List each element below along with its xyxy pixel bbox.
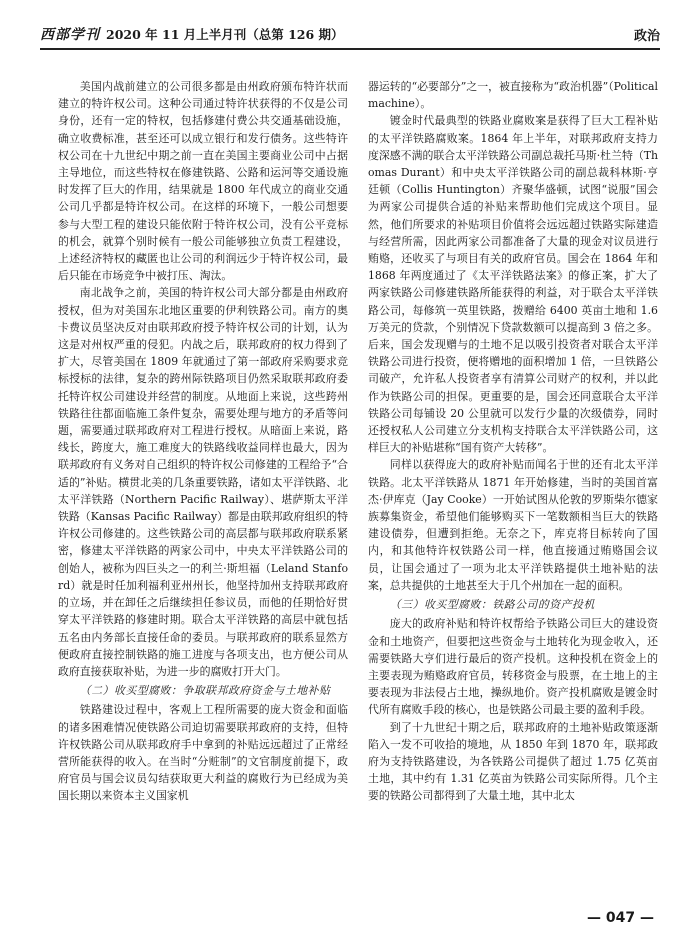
page-header [40, 20, 660, 50]
paragraph: 到了十九世纪十期之后，联邦政府的土地补贴政策逐渐陷入一发不可收拾的境地，从 1850 年到 1870 年，联邦政府为支持铁路建设，为各铁路公司提供了超过 1.75 亿英亩土地，其中约有 1.31 亿英亩为铁路公司实际所得。几个主要的铁路公司都得到了大量土地，其中北太 [368, 720, 658, 803]
right-column [368, 78, 658, 890]
paragraph: 同样以获得庞大的政府补贴而闻名于世的还有北太平洋铁路。北太平洋铁路从 1871 年开始修建，当时的美国首富杰·伊库克（Jay Cooke）一开始试图从伦敦的罗斯柴尔德家族募集资金，希望他们能够购买下一笔数额相当巨大的铁路建设债券，但遭到拒绝。无奈之下，库克将目标转向了国内，和其他特许权铁路公司一样，他直接通过贿赂国会议员，让国会通过了一项为北太平洋铁路提供土地补贴的法案，总共提供的土地甚至大于几个州加在一起的面积。 [368, 458, 658, 592]
paragraph: 南北战争之前，美国的特许权公司大部分都是由州政府授权，但为对美国东北地区重要的伊利铁路公司。南方的奥卡费议员坚决反对由联邦政府授予特许权公司的计划，认为这是对州权严重的侵犯。内战之后，联邦政府的权力得到了扩大，尽管美国在 1809 年就通过了第一部政府采购要求竞标授标的法律，复杂的跨州际铁路项目仍然采取联邦政府委托特许权公司建设并经营的制度。从地面上来说，这些跨州铁路往往都面临施工条件复杂，需要处理与地方的矛盾等问题，需要通过联邦政府对工程进行授权。从暗面上来说，路线长，跨度大，施工难度大的铁路线收益同样也最大，因为联邦政府有义务对自己组织的特许权公司修建的工程给予“合适的”补贴。横贯北美的几条重要铁路，诸如太平洋铁路、北太平洋铁路（Northern Pacific Railway）、堪萨斯太平洋铁路（Kansas Pacific Railway）都是由联邦政府组织的特许权公司修建的。这些铁路公司的高层都与联邦政府联系紧密，修建太平洋铁路的两家公司中，中央太平洋铁路公司的创始人，被称为四巨头之一的利兰·斯坦福（Leland Stanford）就是时任加利福利亚州州长，他坚持加州支持联邦政府的立场，并在卸任之后继续担任参议员，而他的任期恰好贯穿太平洋铁路的修建时期。联合太平洋铁路的高层中就包括五名由内务部长直接任命的委员。与联邦政府的联系显然方便政府直接控制铁路的施工进度与各项支出，也方便公司从政府直接获取补贴，为进一步的腐败打开大门。 [58, 286, 348, 678]
paragraph: 庞大的政府补贴和特许权帮给予铁路公司巨大的建设资金和土地资产，但要把这些资金与土地转化为现金收入，还需要铁路大亨们进行最后的资产投机。这种投机在资金上的主要表现为贿赂政府官员，转移资金与股票，在土地上的主要表现为非法侵占土地，操纵地价。资产投机腐败是镀金时代所有腐败手段的核心，也是铁路公司最主要的盈利手段。 [368, 617, 658, 717]
paragraph: 器运转的“必要部分”之一，被直接称为“政治机器”（Political machine）。 [368, 80, 658, 111]
section-heading: （三）收买型腐败：铁路公司的资产投机 [389, 598, 595, 612]
article-body [58, 78, 658, 890]
paragraph: 铁路建设过程中，客观上工程所需要的庞大资金和面临的诸多困难情况使铁路公司迫切需要联邦政府的支持，但特许权铁路公司从联邦政府手中拿到的补贴远远超过了正常经营所能获得的收入。在当时“分赃制”的文官制度前提下，政府官员与国会议员勾结获取更大利益的腐败行为已经成为美国长期以来资本主义国家机 [58, 703, 348, 803]
left-column [58, 78, 348, 890]
header-left [40, 24, 344, 44]
paragraph: 美国内战前建立的公司很多都是由州政府颁布特许状而建立的特许权公司。这种公司通过特许状获得的不仅是公司身份，还有一定的特权，包括修建付费公共交通基础设施，确立收费标准，甚至还可以成立银行和发行债务。这些特许权公司在十九世纪中期之前一直在美国主要商业公司中占据主导地位，而这些特权在修建铁路、公路和运河等交通设施时发挥了巨大的作用，结果就是 1800 年代成立的商业交通公司几乎都是特许权公司。在这样的环境下，一般公司想要参与大型工程的建设只能依附于特许权公司，没有公平竞标的机会，就算个别时候有一般公司能够独立负责工程建设，上述经济特权的藏匿也让公司的利润远少于特许权公司，最后只能在市场竞争中被打压、淘汰。 [58, 80, 348, 283]
journal-title: 西部学刊 [40, 27, 100, 43]
page-number: — 047 — [587, 910, 654, 926]
issue-info: 2020 年 11 月上半月刊（总第 126 期） [106, 27, 344, 42]
section-label: 政治 [633, 29, 660, 44]
paragraph: 镀金时代最典型的铁路业腐败案是获得了巨大工程补贴的太平洋铁路腐败案。1864 年上半年，对联邦政府支持力度深感不满的联合太平洋铁路公司副总裁托马斯·杜兰特（Thomas Durant）和中央太平洋铁路公司的副总裁科林斯·亨廷顿（Collis Huntington）齐聚华盛顿，试图“说服”国会为两家公司提供合适的补贴来帮助他们完成这个项目。显然，他们所要求的补贴项目价值将会远远超过铁路实际建造与经营所需，因此两家公司都准备了大量的现金对议员进行贿赂，还收买了与项目有关的政府官员。国会在 1864 年和 1868 年两度通过了《太平洋铁路法案》的修正案，扩大了两家铁路公司修建铁路所能获得的利益，对于联合太平洋铁路公司，每修筑一英里铁路，拨赠给 6400 英亩土地和 1.6 万美元的贷款，个别情况下贷款数额可以提高到 3 倍之多。后来，国会发现赠与的土地不足以吸引投资者对联合太平洋铁路公司进行投资，便将赠地的面积增加 1 倍，一旦铁路公司破产，允许私人投资者享有清算公司财产的权利，并以此作为铁路公司的担保。更重要的是，国会还同意联合太平洋铁路公司每铺设 20 公里就可以发行少量的次级债券，同时还授权私人公司建立分支机构支持联合太平洋铁路公司，这样巨大的补贴堪称“国有资产大转移”。 [368, 114, 658, 455]
section-heading: （二）收买型腐败：争取联邦政府资金与土地补贴 [79, 684, 331, 698]
